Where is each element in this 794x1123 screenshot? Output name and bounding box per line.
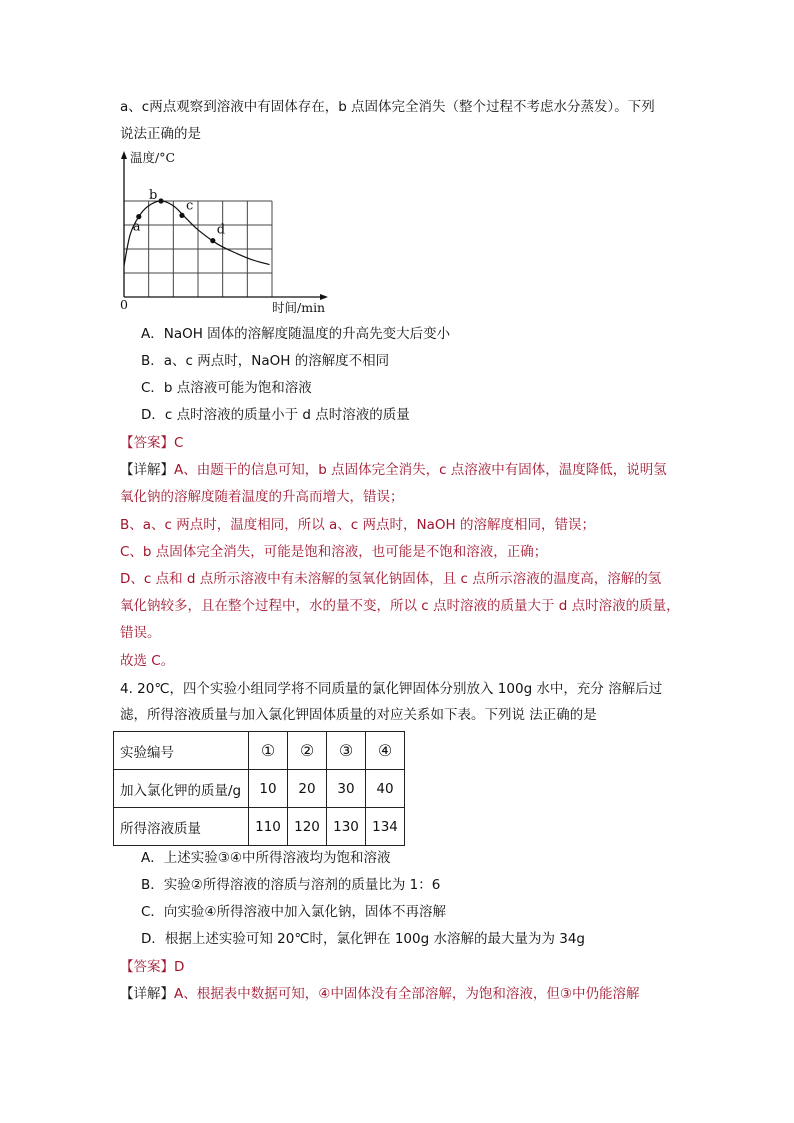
intro-line-1: a、c两点观察到溶液中有固体存在，b 点固体完全消失（整个过程不考虑水分蒸发）。下列 — [120, 99, 655, 115]
table-cell: 20 — [288, 770, 327, 808]
y-axis-label: 温度/°C — [130, 150, 176, 165]
point-label-c: c — [185, 198, 194, 214]
table-cell: 134 — [366, 808, 405, 846]
point-label-b: b — [149, 188, 158, 203]
q3-detail-line-6: 氧化钠较多，且在整个过程中，水的量不变，所以 c 点时溶液的质量大于 d 点时溶液的质量， — [120, 598, 680, 614]
q4-detail-tag: 【详解】 — [120, 986, 174, 1002]
q3-option-c: C．b 点溶液可能为饱和溶液 — [141, 380, 312, 396]
table-cell: 40 — [366, 770, 405, 808]
table-cell: 所得溶液质量 — [114, 808, 249, 846]
q4-stem-line-2: 滤，所得溶液质量与加入氯化钾固体质量的对应关系如下表。下列说 法正确的是 — [120, 707, 597, 723]
table-header-cell: ① — [249, 732, 288, 770]
q4-option-d: D．根据上述实验可知 20℃时，氯化钾在 100g 水溶解的最大量为为 34g — [141, 931, 585, 947]
table-cell: 加入氯化钾的质量/g — [114, 770, 249, 808]
table-header-cell: ③ — [327, 732, 366, 770]
table-header-cell: ④ — [366, 732, 405, 770]
point-label-d: d — [216, 222, 226, 238]
point-label-a: a — [132, 219, 141, 235]
experiment-table — [113, 731, 405, 846]
q3-detail-line-7: 错误。 — [120, 625, 161, 641]
q3-conclusion: 故选 C。 — [120, 653, 175, 669]
q4-option-a: A．上述实验③④中所得溶液均为饱和溶液 — [141, 850, 391, 866]
chart-grid — [124, 201, 272, 297]
point-b — [158, 198, 163, 203]
q4-detail-line-1 — [120, 985, 639, 1003]
point-d — [210, 238, 215, 243]
q3-answer: 【答案】C — [120, 435, 184, 451]
q3-option-d: D．c 点时溶液的质量小于 d 点时溶液的质量 — [141, 407, 410, 423]
table-row — [114, 808, 405, 846]
origin-label: 0 — [120, 297, 128, 312]
q3-detail-line-5: D、c 点和 d 点所示溶液中有未溶解的氢氧化钠固体，且 c 点所示溶液的温度高，溶解的氢 — [120, 571, 662, 587]
q3-option-b: B．a、c 两点时，NaOH 的溶解度不相同 — [141, 353, 390, 369]
intro-line-2: 说法正确的是 — [120, 126, 201, 142]
q4-stem-line-1: 4. 20℃，四个实验小组同学将不同质量的氯化钾固体分别放入 100g 水中，充分 溶解后过 — [120, 681, 663, 697]
q4-detail-text-1: A、根据表中数据可知，④中固体没有全部溶解，为饱和溶液，但③中仍能溶解 — [174, 986, 640, 1002]
q4-answer: 【答案】D — [120, 959, 185, 975]
table-cell: 110 — [249, 808, 288, 846]
table-cell: 10 — [249, 770, 288, 808]
q4-option-c: C．向实验④所得溶液中加入氯化钠，固体不再溶解 — [141, 904, 447, 920]
q3-detail-line-3: B、a、c 两点时，温度相同，所以 a、c 两点时，NaOH 的溶解度相同，错误； — [120, 517, 595, 533]
point-c — [179, 213, 184, 218]
table-cell: 130 — [327, 808, 366, 846]
q3-option-a: A．NaOH 固体的溶解度随温度的升高先变大后变小 — [141, 326, 451, 342]
q4-option-b: B．实验②所得溶液的溶质与溶剂的质量比为 1：6 — [141, 877, 441, 893]
table-header-cell: ② — [288, 732, 327, 770]
table-header-row — [114, 732, 405, 770]
x-axis-label: 时间/min — [272, 300, 326, 315]
q3-detail-text-1: A、由题干的信息可知，b 点固体完全消失，c 点溶液中有固体，温度降低，说明氢 — [174, 462, 667, 478]
table-cell: 120 — [288, 808, 327, 846]
table-row — [114, 770, 405, 808]
q3-detail-line-4: C、b 点固体完全消失，可能是饱和溶液，也可能是不饱和溶液，正确； — [120, 544, 548, 560]
chart-points — [133, 188, 225, 243]
q3-detail-line-1 — [120, 461, 667, 479]
q3-detail-tag: 【详解】 — [120, 462, 174, 478]
table-header-cell: 实验编号 — [114, 732, 249, 770]
temperature-time-chart — [112, 145, 332, 317]
q3-detail-line-2: 氧化钠的溶解度随着温度的升高而增大，错误； — [120, 489, 404, 505]
point-a — [136, 214, 141, 219]
y-axis-arrow — [121, 151, 127, 159]
table-cell: 30 — [327, 770, 366, 808]
